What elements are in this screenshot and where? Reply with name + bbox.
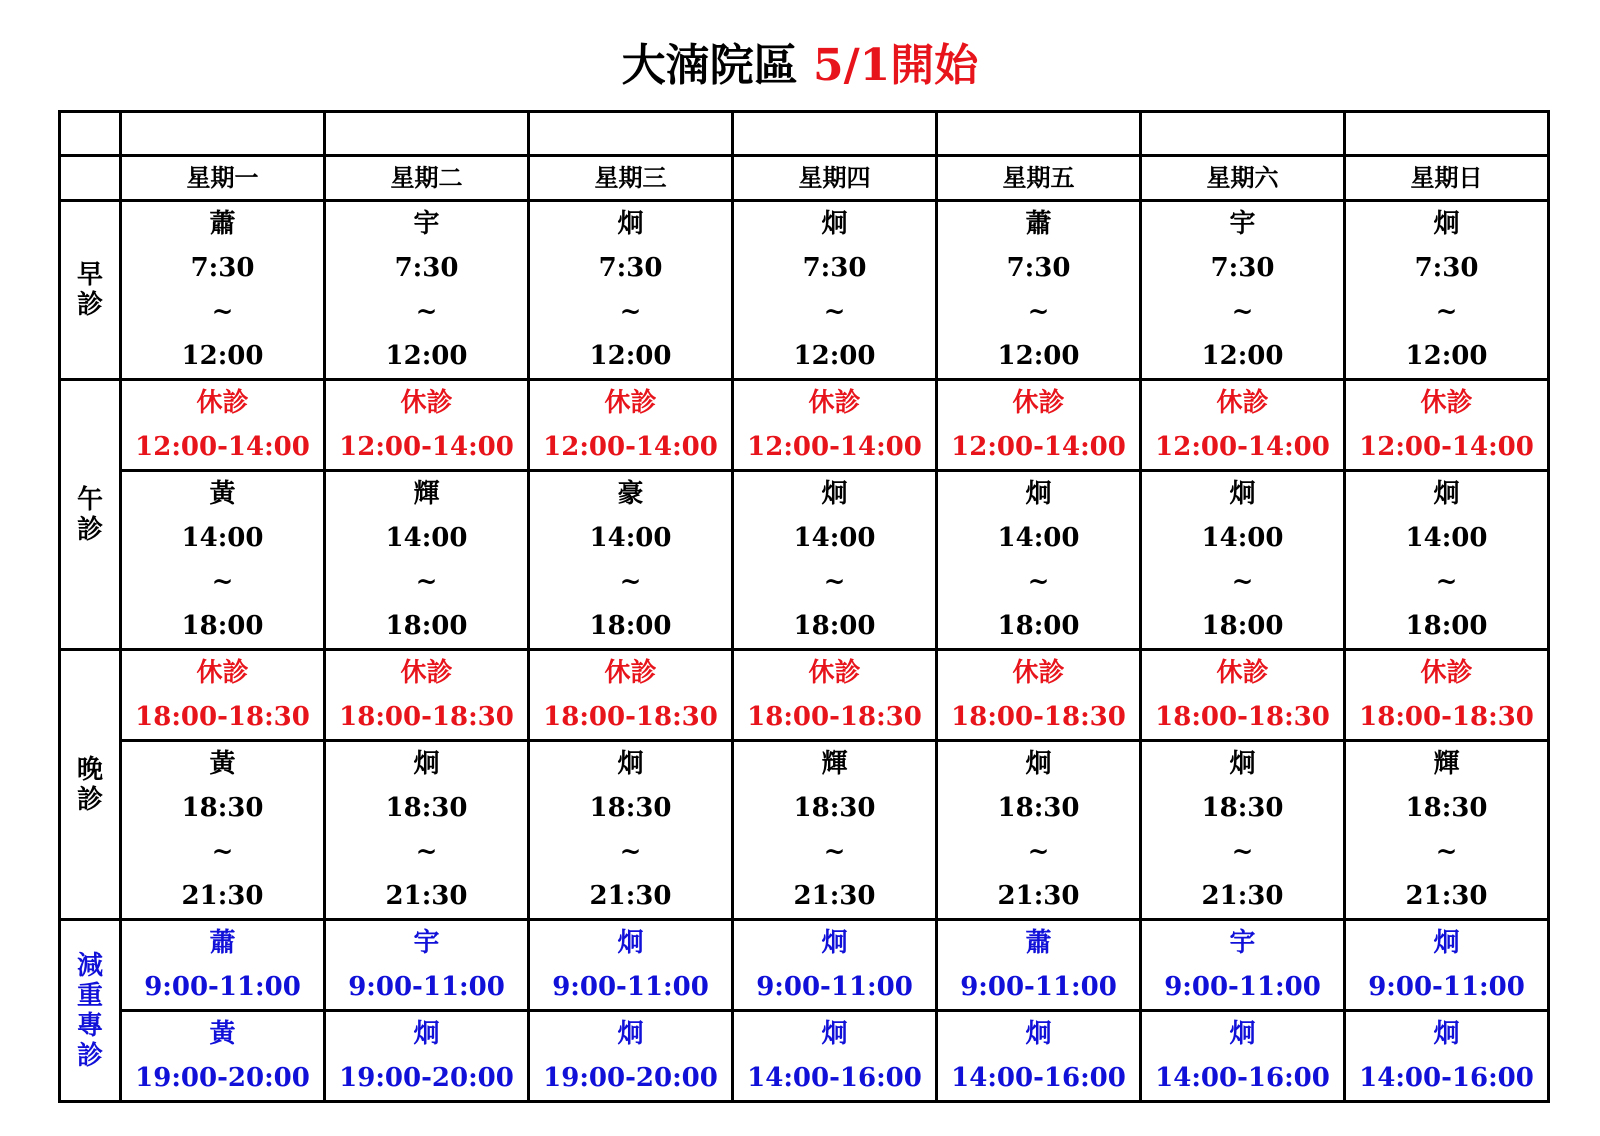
weight-loss-cell [325, 1011, 529, 1102]
schedule-cell [325, 741, 529, 920]
time-separator: ~ [1231, 837, 1254, 867]
start-time: 18:30 [385, 793, 468, 823]
end-time: 18:00 [1201, 611, 1284, 641]
clinic-time: 9:00-11:00 [144, 972, 301, 1002]
schedule-cell [733, 741, 937, 920]
weight-loss-cell [121, 920, 325, 1011]
session-label-morning-text: 早診 [76, 260, 103, 320]
end-time: 21:30 [1405, 881, 1488, 911]
time-separator: ~ [211, 297, 234, 327]
schedule-cell [937, 471, 1141, 650]
day-label: 星期五 [1002, 163, 1075, 192]
doctor-name: 輝 [821, 749, 848, 779]
table-row [60, 471, 1549, 650]
end-time: 21:30 [385, 881, 468, 911]
break-text: 休診 [196, 658, 249, 688]
weight-loss-cell [529, 1011, 733, 1102]
weight-loss-cell [1141, 920, 1345, 1011]
doctor-name: 豪 [617, 479, 644, 509]
clinic-time: 19:00-20:00 [135, 1063, 310, 1093]
start-time: 14:00 [385, 523, 468, 553]
time-separator: ~ [1435, 567, 1458, 597]
start-time: 18:30 [589, 793, 672, 823]
weight-loss-cell [1141, 1011, 1345, 1102]
end-time: 18:00 [1405, 611, 1488, 641]
start-time: 18:30 [793, 793, 876, 823]
time-separator: ~ [619, 837, 642, 867]
start-time: 18:30 [997, 793, 1080, 823]
break-cell [937, 650, 1141, 741]
time-separator: ~ [1027, 567, 1050, 597]
break-text: 休診 [604, 388, 657, 418]
day-label: 星期三 [594, 163, 667, 192]
end-time: 12:00 [181, 341, 264, 371]
time-separator: ~ [211, 567, 234, 597]
clinic-time: 9:00-11:00 [552, 972, 709, 1002]
blank-cell [1345, 112, 1549, 156]
doctor-name: 炯 [1025, 749, 1052, 779]
day-header [325, 156, 529, 201]
session-label-evening-text: 晚診 [76, 754, 103, 815]
time-separator: ~ [619, 297, 642, 327]
doctor-name: 宇 [413, 928, 440, 958]
schedule-cell [1141, 741, 1345, 920]
clinic-time: 9:00-11:00 [348, 972, 505, 1002]
doctor-name: 炯 [617, 928, 644, 958]
break-cell [733, 380, 937, 471]
title-main: 大湳院區 [621, 40, 798, 91]
blank-cell [325, 112, 529, 156]
start-time: 18:30 [1201, 793, 1284, 823]
break-time: 18:00-18:30 [543, 702, 718, 732]
break-cell [733, 650, 937, 741]
doctor-name: 宇 [1229, 928, 1256, 958]
start-time: 7:30 [1414, 253, 1479, 283]
schedule-cell [325, 201, 529, 380]
blank-cell [121, 112, 325, 156]
end-time: 21:30 [793, 881, 876, 911]
clinic-schedule-table [58, 110, 1550, 1103]
doctor-name: 炯 [617, 209, 644, 239]
weight-loss-cell [937, 920, 1141, 1011]
break-text: 休診 [1012, 388, 1065, 418]
time-separator: ~ [823, 297, 846, 327]
end-time: 12:00 [997, 341, 1080, 371]
time-separator: ~ [415, 837, 438, 867]
break-cell [937, 380, 1141, 471]
break-text: 休診 [196, 388, 249, 418]
table-row [60, 1011, 1549, 1102]
doctor-name: 炯 [617, 1019, 644, 1049]
start-time: 14:00 [997, 523, 1080, 553]
break-text: 休診 [1216, 388, 1269, 418]
start-time: 7:30 [802, 253, 867, 283]
day-label: 星期四 [798, 163, 871, 192]
time-separator: ~ [1027, 837, 1050, 867]
break-cell [1345, 380, 1549, 471]
schedule-cell [937, 741, 1141, 920]
schedule-cell [529, 471, 733, 650]
blank-cell [60, 112, 121, 156]
break-time: 12:00-14:00 [747, 432, 922, 462]
break-text: 休診 [1012, 658, 1065, 688]
break-text: 休診 [400, 658, 453, 688]
start-time: 7:30 [190, 253, 255, 283]
session-label-afternoon [60, 380, 121, 650]
schedule-cell [733, 201, 937, 380]
day-header [733, 156, 937, 201]
doctor-name: 黃 [209, 1019, 236, 1049]
end-time: 18:00 [181, 611, 264, 641]
clinic-time: 14:00-16:00 [1359, 1063, 1534, 1093]
doctor-name: 宇 [413, 209, 440, 239]
doctor-name: 宇 [1229, 209, 1256, 239]
break-text: 休診 [400, 388, 453, 418]
end-time: 12:00 [1201, 341, 1284, 371]
end-time: 18:00 [589, 611, 672, 641]
end-time: 21:30 [181, 881, 264, 911]
table-row [60, 920, 1549, 1011]
start-time: 14:00 [793, 523, 876, 553]
break-time: 18:00-18:30 [1359, 702, 1534, 732]
break-time: 12:00-14:00 [135, 432, 310, 462]
doctor-name: 炯 [1433, 1019, 1460, 1049]
time-separator: ~ [1435, 297, 1458, 327]
start-time: 14:00 [181, 523, 264, 553]
break-text: 休診 [808, 388, 861, 418]
start-time: 18:30 [1405, 793, 1488, 823]
day-header [121, 156, 325, 201]
end-time: 12:00 [793, 341, 876, 371]
table-row [60, 380, 1549, 471]
time-separator: ~ [1231, 567, 1254, 597]
weight-loss-cell [1345, 920, 1549, 1011]
break-text: 休診 [808, 658, 861, 688]
doctor-name: 黃 [209, 479, 236, 509]
break-cell [1345, 650, 1549, 741]
doctor-name: 炯 [617, 749, 644, 779]
day-header [1345, 156, 1549, 201]
doctor-name: 炯 [1433, 479, 1460, 509]
clinic-time: 9:00-11:00 [1164, 972, 1321, 1002]
break-time: 12:00-14:00 [543, 432, 718, 462]
time-separator: ~ [211, 837, 234, 867]
start-time: 7:30 [1210, 253, 1275, 283]
start-time: 7:30 [598, 253, 663, 283]
time-separator: ~ [619, 567, 642, 597]
start-time: 14:00 [1405, 523, 1488, 553]
corner-cell [60, 156, 121, 201]
clinic-time: 14:00-16:00 [951, 1063, 1126, 1093]
break-time: 18:00-18:30 [747, 702, 922, 732]
table-row [60, 156, 1549, 201]
doctor-name: 蕭 [209, 209, 236, 239]
doctor-name: 炯 [1229, 749, 1256, 779]
end-time: 12:00 [1405, 341, 1488, 371]
day-header [529, 156, 733, 201]
break-text: 休診 [1216, 658, 1269, 688]
title-accent: 5/1開始 [813, 40, 979, 91]
weight-loss-cell [121, 1011, 325, 1102]
schedule-cell [1141, 201, 1345, 380]
start-time: 7:30 [1006, 253, 1071, 283]
schedule-cell [1345, 471, 1549, 650]
break-cell [1141, 380, 1345, 471]
doctor-name: 蕭 [209, 928, 236, 958]
start-time: 14:00 [1201, 523, 1284, 553]
start-time: 7:30 [394, 253, 459, 283]
break-cell [325, 380, 529, 471]
schedule-cell [733, 471, 937, 650]
schedule-cell [529, 741, 733, 920]
break-text: 休診 [1420, 658, 1473, 688]
break-cell [529, 380, 733, 471]
time-separator: ~ [415, 567, 438, 597]
schedule-cell [121, 471, 325, 650]
session-label-weight-loss-text: 減重專診 [76, 950, 103, 1071]
time-separator: ~ [1435, 837, 1458, 867]
day-label: 星期日 [1410, 163, 1483, 192]
doctor-name: 炯 [821, 209, 848, 239]
doctor-name: 蕭 [1025, 928, 1052, 958]
clinic-time: 9:00-11:00 [960, 972, 1117, 1002]
clinic-time: 9:00-11:00 [1368, 972, 1525, 1002]
blank-cell [733, 112, 937, 156]
clinic-time: 9:00-11:00 [756, 972, 913, 1002]
time-separator: ~ [415, 297, 438, 327]
doctor-name: 炯 [1229, 1019, 1256, 1049]
doctor-name: 炯 [1025, 1019, 1052, 1049]
time-separator: ~ [1027, 297, 1050, 327]
session-label-weight-loss [60, 920, 121, 1102]
schedule-cell [529, 201, 733, 380]
blank-cell [1141, 112, 1345, 156]
doctor-name: 輝 [413, 479, 440, 509]
page-title [0, 36, 1600, 96]
session-label-evening [60, 650, 121, 920]
break-cell [325, 650, 529, 741]
start-time: 18:30 [181, 793, 264, 823]
end-time: 18:00 [385, 611, 468, 641]
clinic-time: 14:00-16:00 [1155, 1063, 1330, 1093]
schedule-cell [121, 741, 325, 920]
weight-loss-cell [733, 920, 937, 1011]
break-time: 18:00-18:30 [1155, 702, 1330, 732]
break-time: 18:00-18:30 [951, 702, 1126, 732]
day-label: 星期二 [390, 163, 463, 192]
weight-loss-cell [733, 1011, 937, 1102]
break-text: 休診 [604, 658, 657, 688]
schedule-cell [1345, 741, 1549, 920]
end-time: 12:00 [589, 341, 672, 371]
doctor-name: 炯 [1025, 479, 1052, 509]
table-row [60, 650, 1549, 741]
time-separator: ~ [823, 567, 846, 597]
schedule-cell [1345, 201, 1549, 380]
doctor-name: 蕭 [1025, 209, 1052, 239]
table-row [60, 741, 1549, 920]
day-label: 星期一 [186, 163, 259, 192]
doctor-name: 炯 [1433, 928, 1460, 958]
doctor-name: 炯 [821, 479, 848, 509]
doctor-name: 炯 [1229, 479, 1256, 509]
clinic-time: 19:00-20:00 [339, 1063, 514, 1093]
break-time: 18:00-18:30 [135, 702, 310, 732]
schedule-cell [325, 471, 529, 650]
break-cell [529, 650, 733, 741]
doctor-name: 炯 [821, 1019, 848, 1049]
clinic-time: 14:00-16:00 [747, 1063, 922, 1093]
break-cell [121, 650, 325, 741]
start-time: 14:00 [589, 523, 672, 553]
clinic-time: 19:00-20:00 [543, 1063, 718, 1093]
end-time: 12:00 [385, 341, 468, 371]
break-cell [1141, 650, 1345, 741]
time-separator: ~ [823, 837, 846, 867]
weight-loss-cell [937, 1011, 1141, 1102]
break-text: 休診 [1420, 388, 1473, 418]
doctor-name: 炯 [821, 928, 848, 958]
end-time: 18:00 [997, 611, 1080, 641]
break-time: 18:00-18:30 [339, 702, 514, 732]
table-row [60, 112, 1549, 156]
schedule-cell [937, 201, 1141, 380]
doctor-name: 輝 [1433, 749, 1460, 779]
blank-cell [529, 112, 733, 156]
doctor-name: 炯 [1433, 209, 1460, 239]
day-header [1141, 156, 1345, 201]
weight-loss-cell [1345, 1011, 1549, 1102]
break-time: 12:00-14:00 [1359, 432, 1534, 462]
end-time: 21:30 [1201, 881, 1284, 911]
doctor-name: 炯 [413, 1019, 440, 1049]
end-time: 21:30 [589, 881, 672, 911]
end-time: 21:30 [997, 881, 1080, 911]
break-cell [121, 380, 325, 471]
schedule-cell [121, 201, 325, 380]
doctor-name: 炯 [413, 749, 440, 779]
blank-cell [937, 112, 1141, 156]
end-time: 18:00 [793, 611, 876, 641]
time-separator: ~ [1231, 297, 1254, 327]
day-header [937, 156, 1141, 201]
break-time: 12:00-14:00 [339, 432, 514, 462]
session-label-morning [60, 201, 121, 380]
break-time: 12:00-14:00 [1155, 432, 1330, 462]
session-label-afternoon-text: 午診 [76, 484, 103, 545]
day-label: 星期六 [1206, 163, 1279, 192]
weight-loss-cell [529, 920, 733, 1011]
break-time: 12:00-14:00 [951, 432, 1126, 462]
table-row [60, 201, 1549, 380]
doctor-name: 黃 [209, 749, 236, 779]
weight-loss-cell [325, 920, 529, 1011]
schedule-cell [1141, 471, 1345, 650]
